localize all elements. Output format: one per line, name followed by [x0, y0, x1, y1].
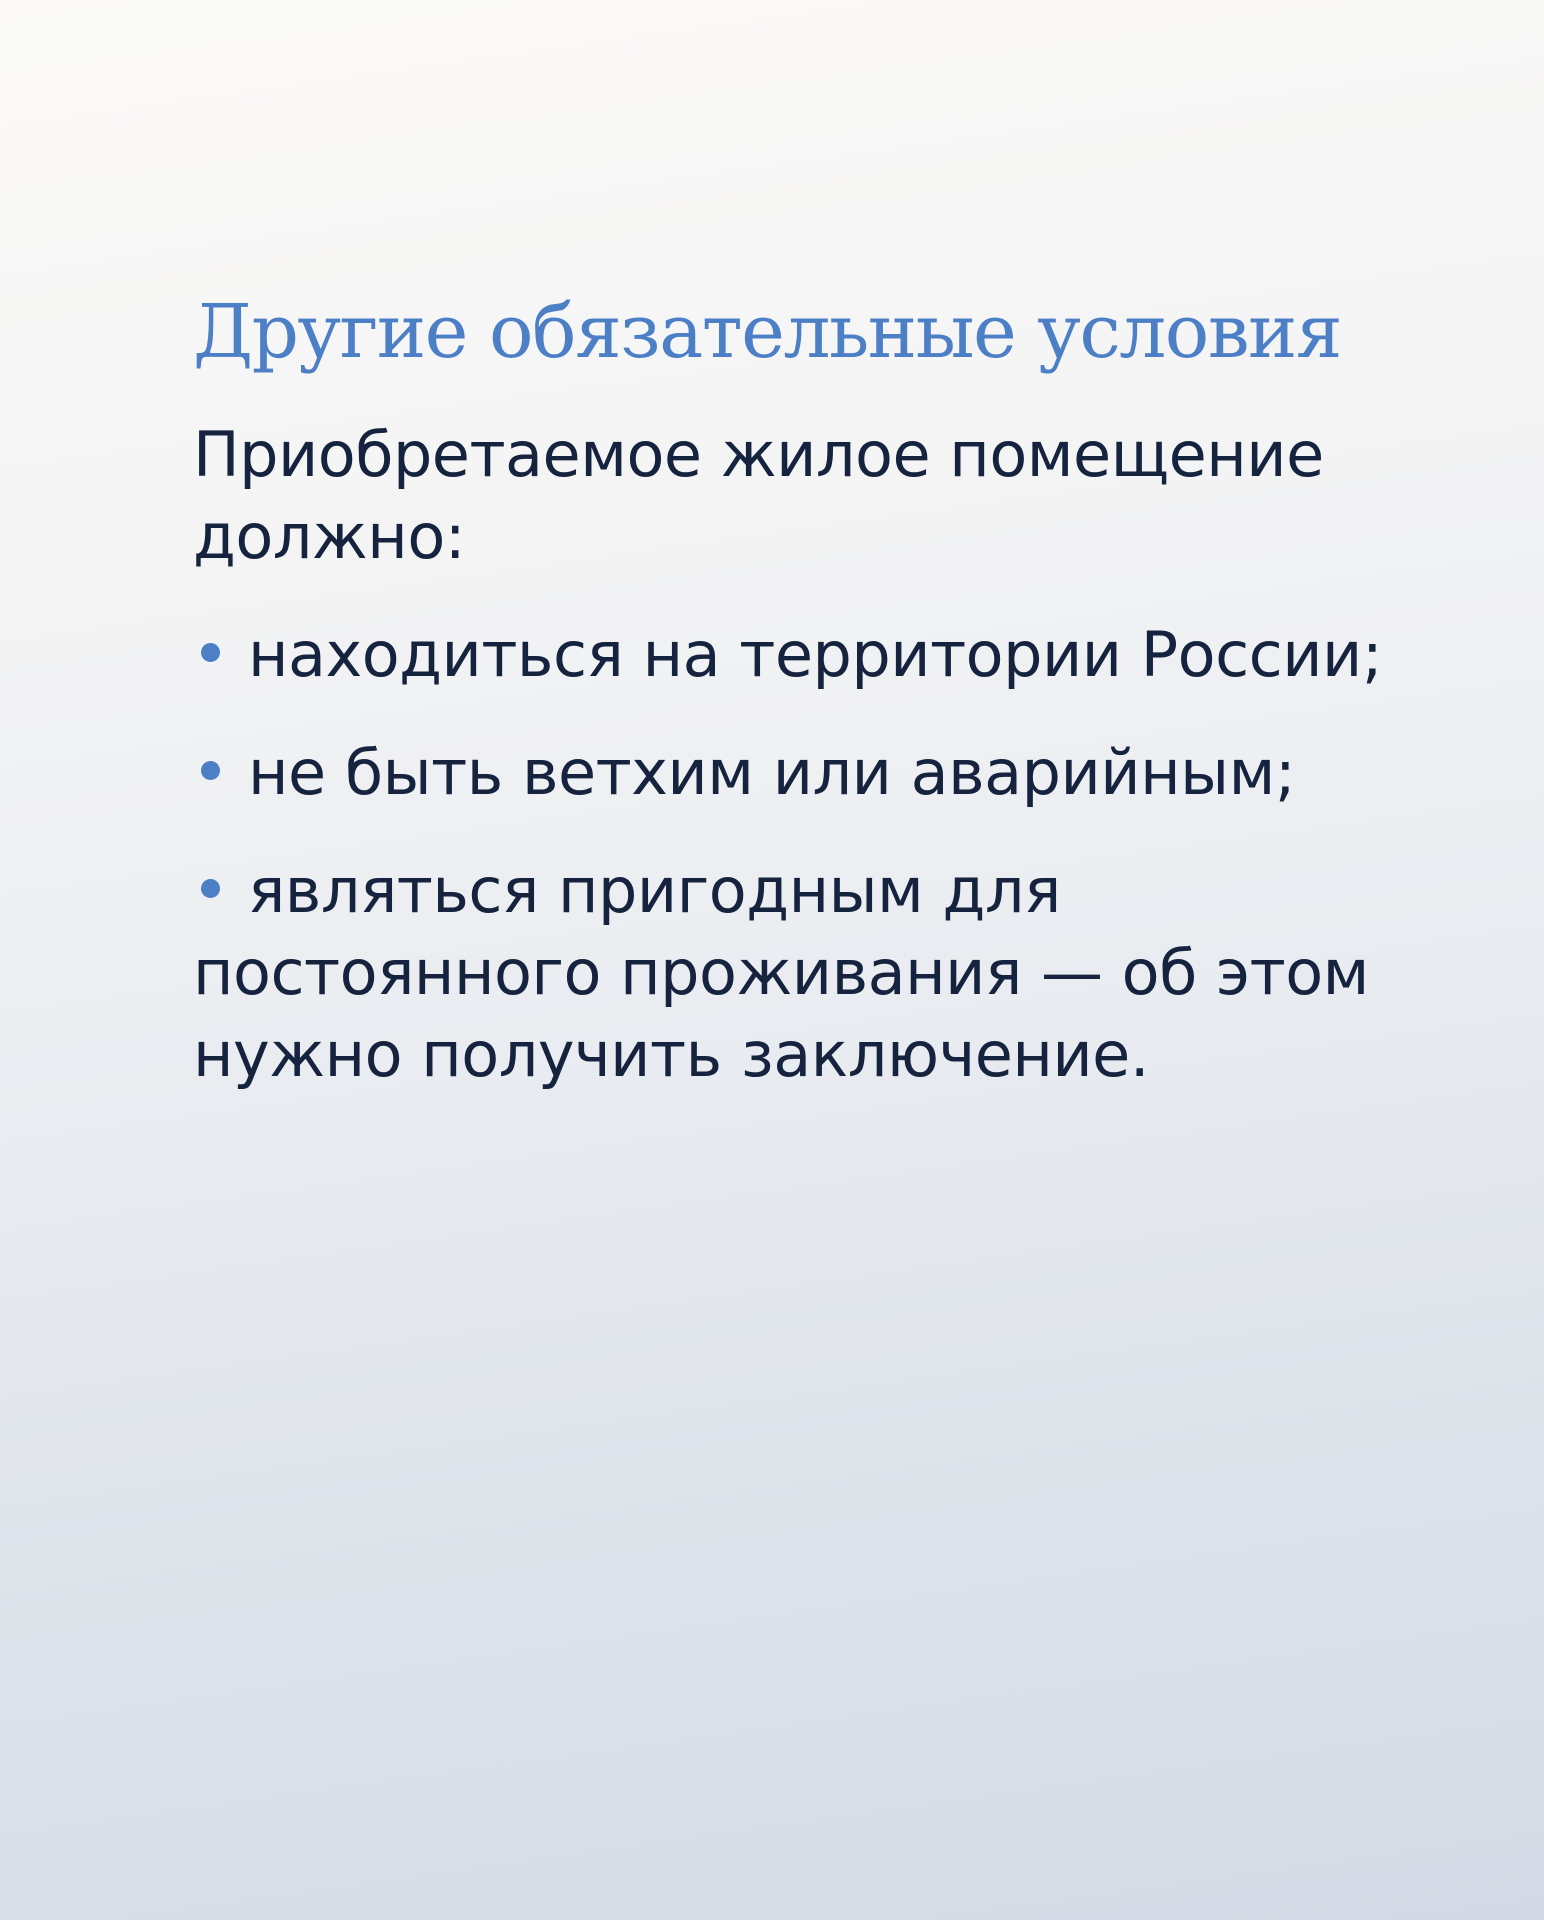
list-item — [193, 614, 1433, 696]
list-item — [193, 850, 1433, 1096]
bullet-icon — [201, 879, 220, 898]
list-item-text: находиться на территории России; — [248, 618, 1383, 691]
bullet-icon — [201, 761, 220, 780]
bullet-icon — [201, 643, 220, 662]
slide-title: Другие обязательные условия — [193, 289, 1342, 375]
list-item-text: являться пригодным для постоянного проживания — об этом нужно получить заключение. — [193, 854, 1369, 1091]
slide-content — [193, 282, 1433, 1096]
list-item — [193, 732, 1433, 814]
intro-text: Приобретаемое жилое помещение должно: — [193, 418, 1324, 573]
list-item-text: не быть ветхим или аварийным; — [248, 736, 1296, 809]
conditions-list — [193, 614, 1433, 1096]
